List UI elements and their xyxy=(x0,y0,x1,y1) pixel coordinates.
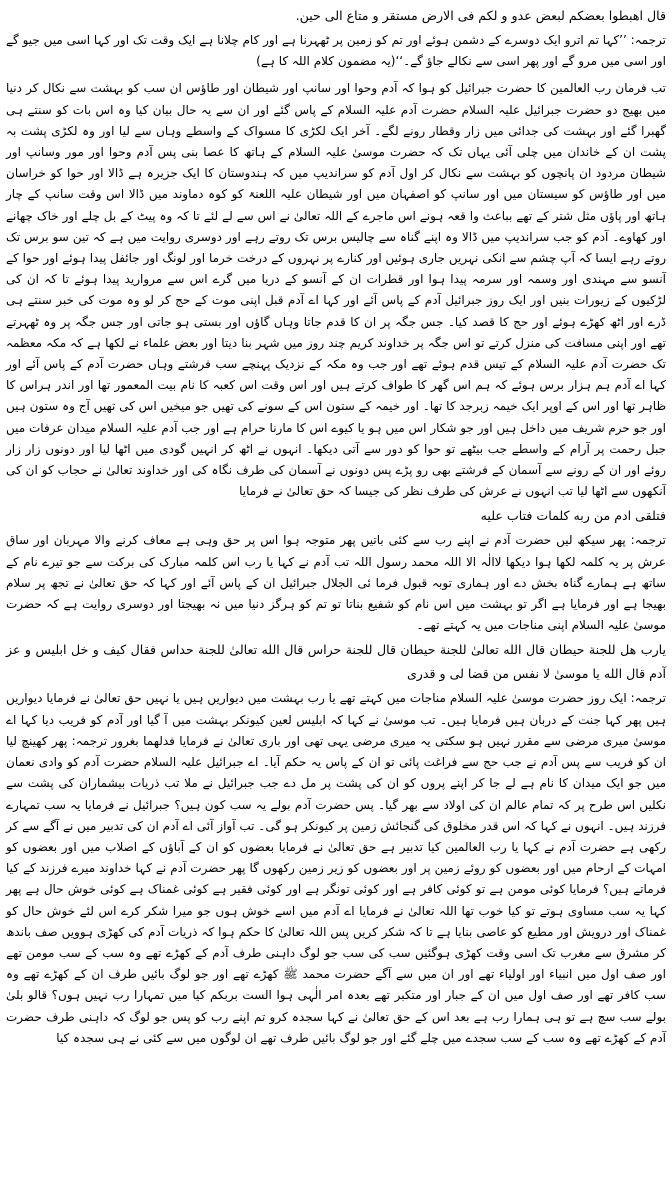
urdu-translation-2: ترجمہ: پھر سیکھ لیں حضرت آدم نے اپنے رب سے کئی باتیں پھر متوجہ ہوا اس پر حق وہی ہے معاف کرنے والا مہربان اور ساق عرش پر یہ کلمہ لکھا ہوا دیکھا لاالٰہ الا اللہ محمد رسول اللہ تب آدم نے کہا یا رب اس کلمہ مبارک کی برکت سے جو تیرے نام کے ساتھ ہے ہمارے گناہ بخش دے اور ہماری توبہ قبول فرما ئی الجلال جبرائیل ان کے پاس آئے اور کہا کہ حق تعالیٰ نے تجھ پر سلام بھیجا ہے اور فرمایا ہے اگر تو بہشت میں اس نام کو شفیع بناتا تو تم کو ہرگز دنیا میں نہ بھیجتا اور دوسری روایت ہے کہ حضرت موسیٰ علیہ السلام اپنی مناجات میں یہ کہتے تھے۔ xyxy=(6,533,666,633)
urdu-translation-3: ترجمہ: ایک روز حضرت موسیٰ علیہ السلام مناجات میں کہتے تھے یا رب بہشت میں دیواریں ہیں یا نہیں حق تعالیٰ نے فرمایا دیواریں ہیں پھر کہا جنت کے دربان ہیں فرمایا ہیں۔ تب موسیٰ نے کہا کہ ابلیس لعین کیونکر بہشت میں آ گیا اور آدم کو فریب دیا کہا اے موسیٰ میری مرضی سے مقرر نہیں ہو سکتی یہ میری مرضی یہی تھی اور باری تعالیٰ نے فرمایا فدلھما بغرور ترجمہ: پھر کھینچ لیا ان کو فریب سے پس آدم نے جب حج سے فراغت پائی تو ان کے پاس یہ حکم آیا۔ اے جبرائیل علیہ السلام حضرت آدم کو وادی نعمان میں جو ایک میدان کا نام ہے لے جا کر اپنے پروں کو ان کی پشت پر مل دے جب جبرائیل نے ملا تب ذریات بیشماران کی پشت سے نکلیں اس طرح پر کہ تمام عالم ان کی اولاد سے بھر گیا۔ پس حضرت آدم بولے یہ سب کون ہیں؟ جبرائیل نے فرمایا یہ سب تمہارے فرزند ہیں۔ انہوں نے کہا کہ اس قدر مخلوق کی گنجائش زمین پر کیونکر ہو گی۔ تب آواز آئی اے آدم ان کی تدبیر میں نے آگے سے کر رکھی ہے حضرت آدم نے کہا یا رب العالمین کیا تدبیر ہے حق تعالیٰ نے فرمایا بعضوں کو ان کے آباؤں کے اصلاب میں اور بعضوں کو امہات کے ارحام میں اور بعضوں کو روئے زمین پر اور بعضوں کو زیر زمین رکھوں گا پھر حضرت آدم نے کہا خداوند میرے فرزند کے کیا فرماتے ہیں؟ فرمایا کوئی مومن ہے تو کوئی کافر ہے اور کوئی تونگر ہے اور کوئی فقیر ہے کوئی غمناک ہے کوئی خوش حال ہے پھر کہا یہ سب مساوی ہوتے تو کیا خوب تھا اللہ تعالیٰ نے فرمایا اے آدم میں اسے خوش ہوں جو میرا شکر کرے اس لئے خوش حال کو غمناک اور درویش اور مطیع کو عاصی بنایا ہے تا کہ شکر کریں پس اللہ تعالیٰ کا حکم ہوا کہ ذریات آدم کی کھڑی ہوویں صف باندھ کر مشرق سے مغرب تک اسی وقت کھڑی ہوگئیں سب کی سب جو لوگ داہنی طرف آدم کے کھڑے تھے وہ سب کے سب مومن تھے اور صف اول میں انبیاء اور اولیاء تھے اور ان میں سے آگے حضرت محمد ﷺ کھڑے تھے اور جو لوگ بائیں طرف ان کے کھڑے تھے وہ سب کافر تھے اور صف اول میں ان کے جبار اور متکبر تھے بعدہ امر الٰہی ہوا الست بربکم کیا میں تمہارا رب نہیں ہوں؟ قالو بلیٰ بولے سب سچ ہے تو ہی ہمارا رب ہے بعد اس کے حق تعالیٰ نے کہا سجدہ کرو تم اپنے رب کو پس جو لوگ کہ داہنی طرف حضرت آدم کے کھڑے تھے وہ سب کے سب سجدے میں چلے گئے اور جو لوگ بائیں طرف تھے ان لوگوں میں سے کئی نے ہی سجدہ کیا xyxy=(6,691,667,1045)
urdu-narrative-paragraph: تب فرمان رب العالمین کا حضرت جبرائیل کو ہوا کہ آدم وحوا اور سانپ اور شیطان اور طاؤس ان سب کو بہشت سے نکال کر دنیا میں بھیج دو حضرت جبرائیل علیہ السلام حضرت آدم علیہ السلام کے پاس گئے اور ان سے یہ حال بیان کیا وہ اس بات کو سنتے ہی گھبرا گئے اور بہشت کی جدائی میں زار وقطار رونے لگے۔ آخر ایک لکڑی کا مسواک کے واسطے وہاں سے لیا اور وہ لکڑی پشت بہ پشت ان کے خاندان میں چلی آئی یہاں تک کہ حضرت موسیٰ علیہ السلام کے ہاتھ کا عصا بنی پس آدم وحوا اور مور وسانپ اور شیطان مردود ان پانچوں کو بہشت سے نکال کر اول آدم کو سراندیپ میں کہ ہندوستان کا ایک جزیرہ ہے ڈالا اور حوا کو خراسان میں اور طاؤس کو سیستان میں اور سانپ کو اصفہان میں اور شیطان علیہ اللعنۃ کو کوہ دماوند میں ڈالا اس وقت سانپ کے چار ہاتھ اور پاؤں مثل شتر کے تھے بباعث وا قعہ ہونے اس ماجرے کے اللہ تعالیٰ نے اس سے لے لئے تا کہ وہ پیٹ کے بل چلے اور خاک چھانے اور کھاوے۔ آدم کو جب سراندیپ میں ڈالا وہ اپنے گناہ سے چالیس برس تک روتے رہے اور دوسری روایت میں ہے کہ تین سو برس تک روتے رہے ایسا کہ آپ چشم سے انکی نہریں جاری ہوئیں اور کنارے پر نہروں کے درخت خرما اور لونگ اور جائفل پیدا ہوئے اور حوا کے آنسو سے مہندی اور وسمہ اور سرمہ پیدا ہوا اور قطرات ان کے آنسو کے دریا میں گرے اس سے مروارید پیدا ہوئے تا کہ ان کی لڑکیوں کے زیورات بنیں اور ایک روز جبرائیل آدم کے پاس آئے اور کہا اے آدم قبل اپنی موت کے حج کر لو وہ موت کی خبر سنتے ہی ڈرے اور اٹھ کھڑے ہوئے اور حج کا قصد کیا۔ جس جگہ پر ان کا قدم جاتا وہاں گاؤں اور بستی ہو جاتی اور جس جگہ پر وہ ٹھہرتے تھے اور اپنی مسافت کی منزل کرتے تو اس جگہ پر خداوند کریم چند روز میں شہر بنا دیتا اور بعض علماء نے لکھا ہے کہ مکہ معظمہ تک حضرت آدم علیہ السلام کے تیس قدم ہوئے تھے اور جب وہ مکہ کے نزدیک پہنچے سب فرشتے وہاں حضرت آدم کے پاس آئے اور کہا اے آدم ہم ہزار برس ہوئے کہ ہم اس گھر کا طواف کرتے ہیں اور اس وقت اس کعبہ کا نام بیت المعمور تھا اور اندر ہراس کا ظاہر تھا اور اس کے اوپر ایک خیمہ زبرجد کا تھا۔ اور خیمہ کے ستون اس کے سونے کی تھیں جو میخیں اس کی تھیں آج وہ ستون ہیں اور جو حرم شریف میں داخل ہیں اور جو شکار اس میں ہو یا کیوے اس کا مارنا حرام ہے اور جب آدم علیہ السلام میدان عرفات میں جبل رحمت پر آرام کے واسطے جب بیٹھے تو حوا کو دور سے آتی دیکھا۔ انہوں نے اٹھ کر انہیں گودی میں اٹھا لیا اور دونوں زار زار روئے اور ان کے رونے سے آسمان کے فرشتے بھی رو پڑے پس دونوں نے آسمان کی طرف نگاہ کی اور خداوند تعالیٰ نے حجاب کو ان کی آنکھوں سے اٹھا لیا تب انہوں نے عرش کی طرف نظر کی جیسا کہ حق تعالیٰ نے فرمایا xyxy=(6,81,666,499)
urdu-translation-1: ترجمہ: ’’کہا تم اترو ایک دوسرے کے دشمن ہوئے اور تم کو زمین پر ٹھہرنا ہے اور کام چلانا ہے ایک وقت تک اور کہا اسی میں جیو گے اور اسی میں مرو گے اور پھر اسی سے نکالے جاؤ گے۔‘‘(یہ مضمون کلام اللہ کا ہے) xyxy=(6,33,666,69)
document-page xyxy=(6,0,666,1049)
arabic-quote-3: يارب هل للجنة حيطان قال الله تعالىٰ للجنة حيطان قال للجنة حراس قال الله تعالىٰ للجنة حداس فقال كيف و خل ابليس و عز آدم قال الله يا موسىٰ لا نفس من قضا لى و قدرى xyxy=(6,642,666,682)
arabic-verse-1: قال اهبطوا بعضكم لبعض عدو و لكم فى الارض مستقر و متاع الى حين. xyxy=(295,8,666,23)
arabic-verse-2: فتلقى ادم من ربه كلمات فتاب عليه xyxy=(480,508,666,524)
